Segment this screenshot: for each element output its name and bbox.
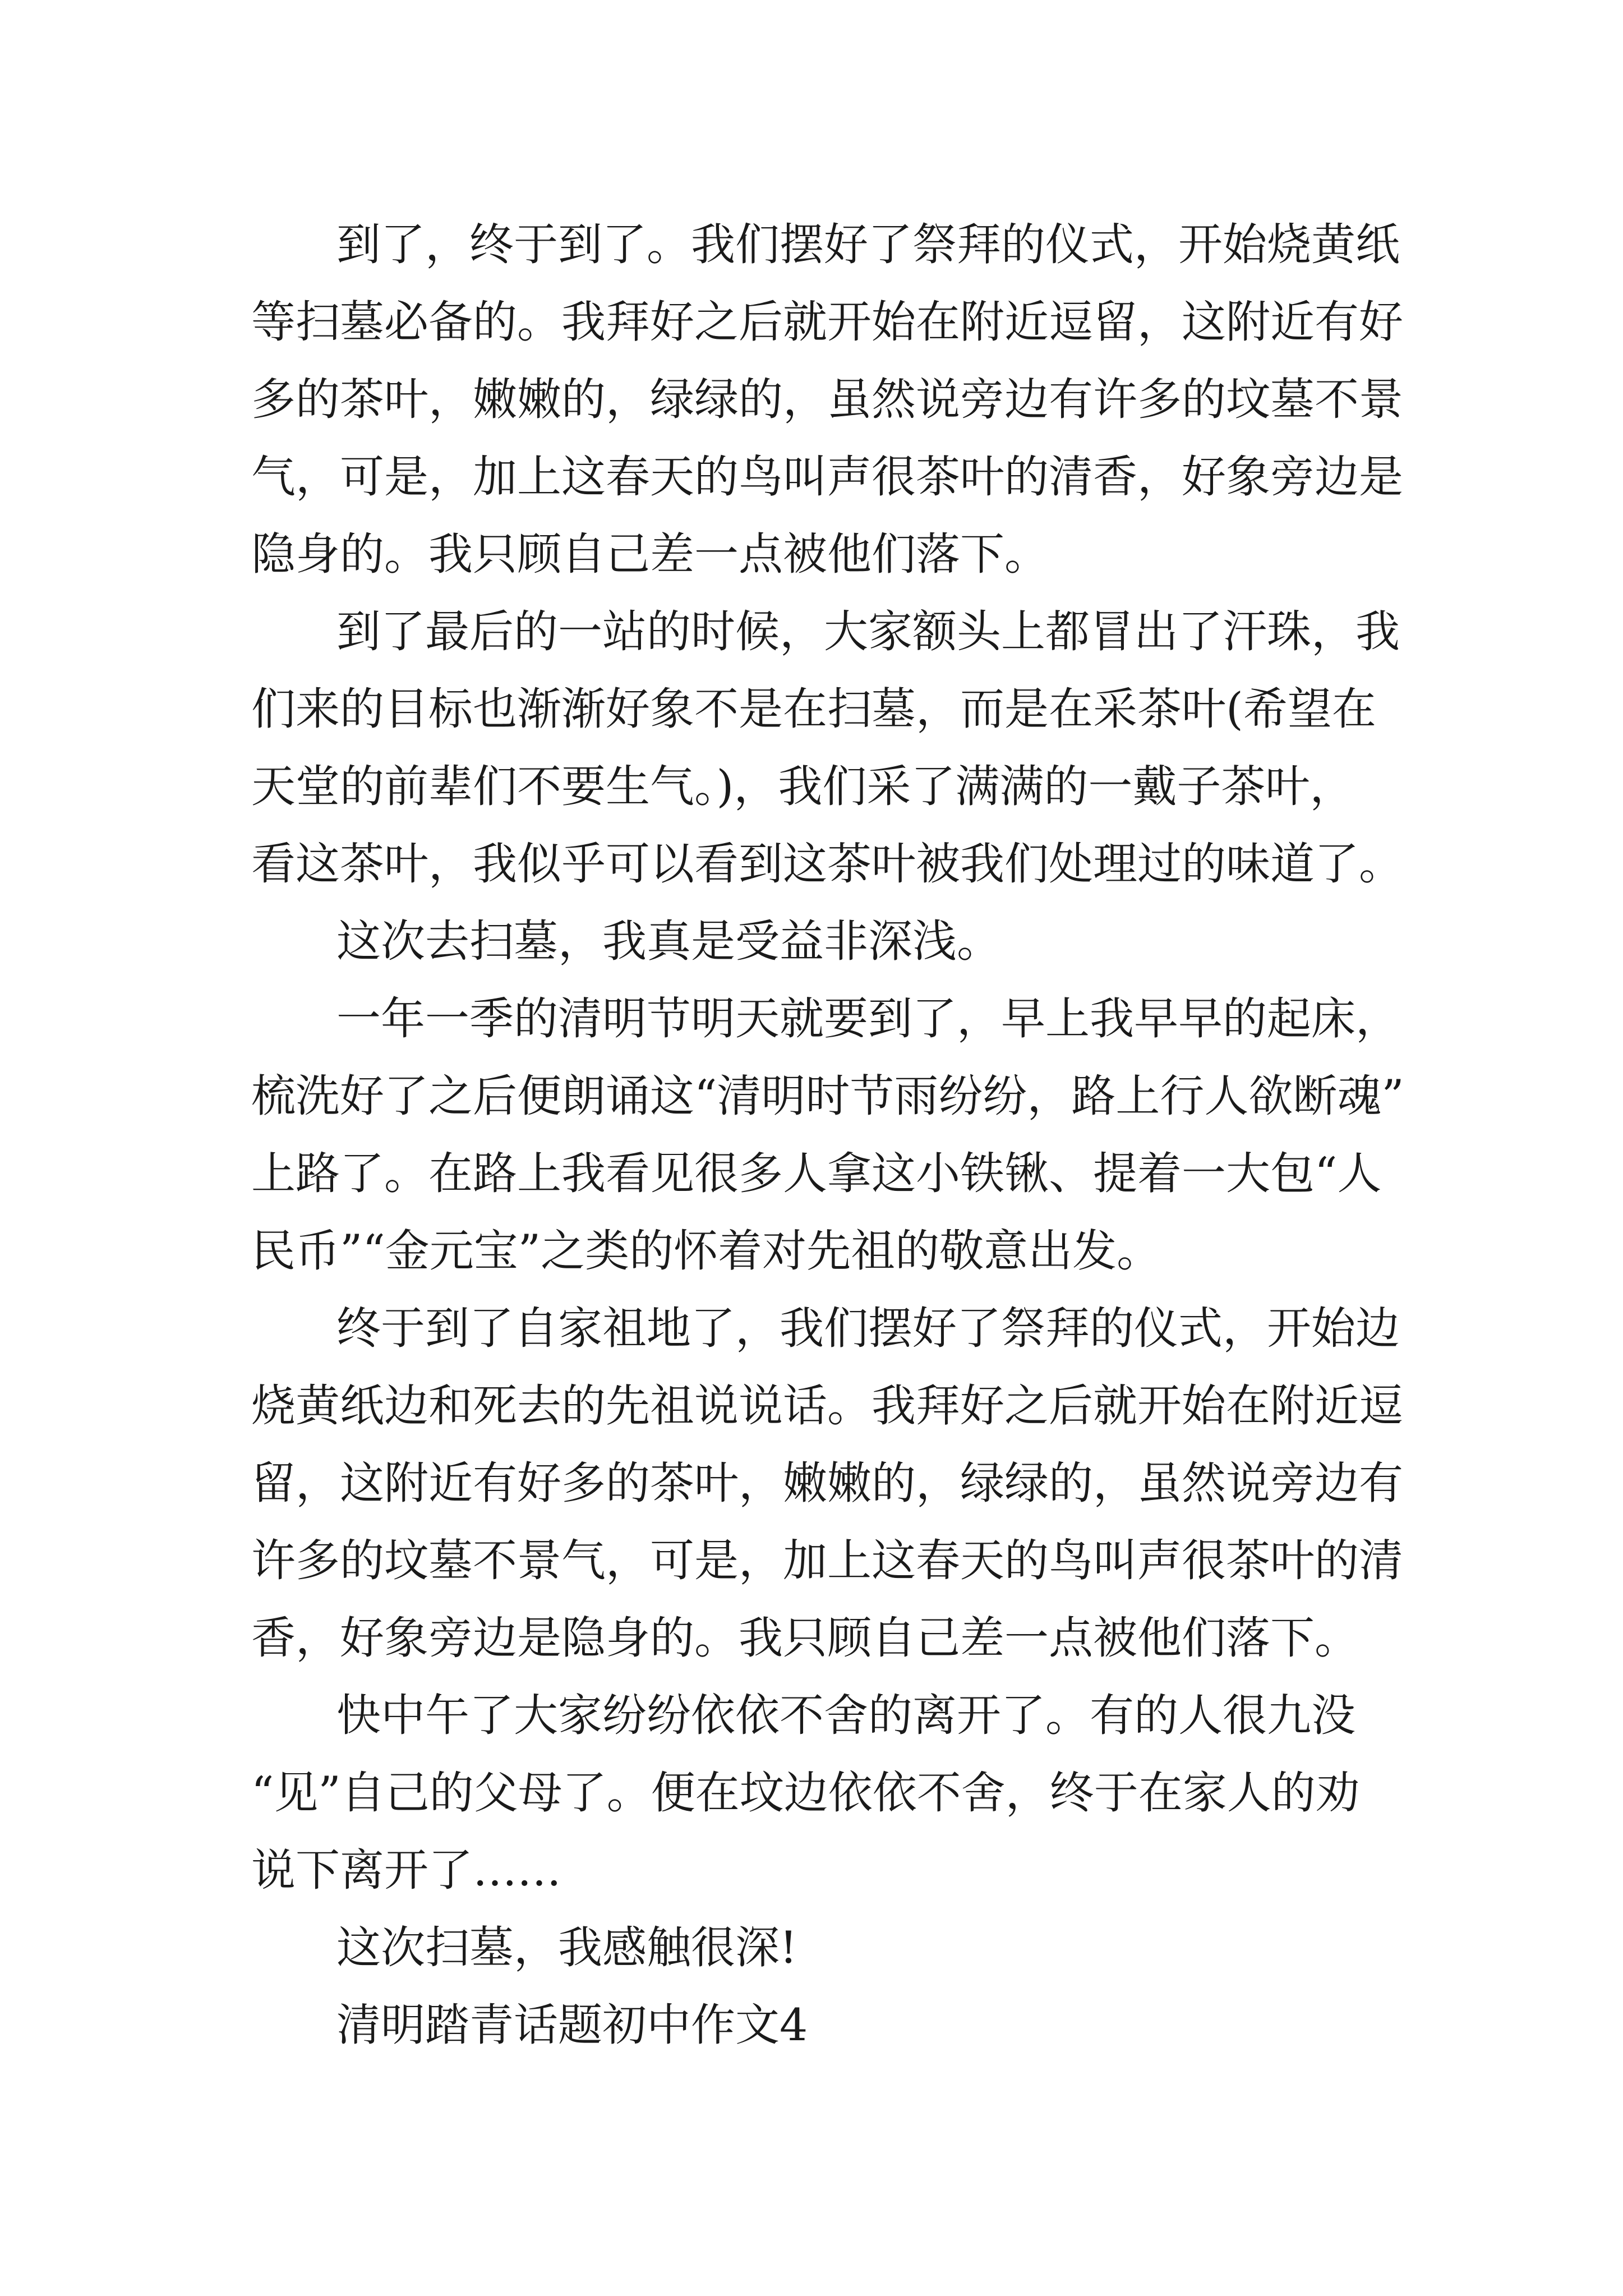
text-line: 到了，终于到了。我们摆好了祭拜的仪式，开始烧黄纸 bbox=[336, 219, 1400, 270]
text-line: 多的茶叶，嫩嫩的，绿绿的，虽然说旁边有许多的坟墓不景 bbox=[251, 374, 1403, 425]
text-line: 民币”“金元宝”之类的怀着对先祖的敬意出发。 bbox=[251, 1225, 1161, 1277]
text-line: 气，可是，加上这春天的鸟叫声很茶叶的清香，好象旁边是 bbox=[251, 451, 1403, 503]
text-line: 说下离开了…… bbox=[251, 1844, 561, 1896]
text-line: 隐身的。我只顾自己差一点被他们落下。 bbox=[251, 528, 1049, 580]
text-line: 终于到了自家祖地了，我们摆好了祭拜的仪式，开始边 bbox=[336, 1303, 1400, 1354]
text-line: 这次扫墓，我感触很深! bbox=[336, 1922, 797, 1973]
text-line: 看这茶叶，我似乎可以看到这茶叶被我们处理过的味道了。 bbox=[251, 838, 1403, 890]
text-line: 上路了。在路上我看见很多人拿这小铁锹、提着一大包“人 bbox=[251, 1148, 1382, 1199]
text-line: 留，这附近有好多的茶叶，嫩嫩的，绿绿的，虽然说旁边有 bbox=[251, 1457, 1403, 1509]
text-line: 天堂的前辈们不要生气。)，我们采了满满的一戴子茶叶， bbox=[251, 761, 1354, 812]
text-line: 快中午了大家纷纷依依不舍的离开了。有的人很九没 bbox=[336, 1690, 1355, 1741]
section-heading: 清明踏青话题初中作文4 bbox=[336, 1999, 808, 2051]
text-line: 梳洗好了之后便朗诵这“清明时节雨纷纷，路上行人欲断魂” bbox=[251, 1070, 1404, 1122]
text-line: 等扫墓必备的。我拜好之后就开始在附近逗留，这附近有好 bbox=[251, 296, 1403, 348]
text-line: 到了最后的一站的时候，大家额头上都冒出了汗珠，我 bbox=[336, 606, 1400, 657]
text-line: 许多的坟墓不景气，可是，加上这春天的鸟叫声很茶叶的清 bbox=[251, 1535, 1403, 1586]
text-line: 们来的目标也渐渐好象不是在扫墓，而是在采茶叶(希望在 bbox=[251, 683, 1376, 735]
text-line: 这次去扫墓，我真是受益非深浅。 bbox=[336, 915, 1001, 967]
text-line: 一年一季的清明节明天就要到了，早上我早早的起床， bbox=[336, 993, 1400, 1045]
text-line: 香，好象旁边是隐身的。我只顾自己差一点被他们落下。 bbox=[251, 1612, 1359, 1664]
text-line: 烧黄纸边和死去的先祖说说话。我拜好之后就开始在附近逗 bbox=[251, 1380, 1403, 1432]
text-line: “见”自己的父母了。便在坟边依依不舍，终于在家人的劝 bbox=[251, 1767, 1360, 1819]
